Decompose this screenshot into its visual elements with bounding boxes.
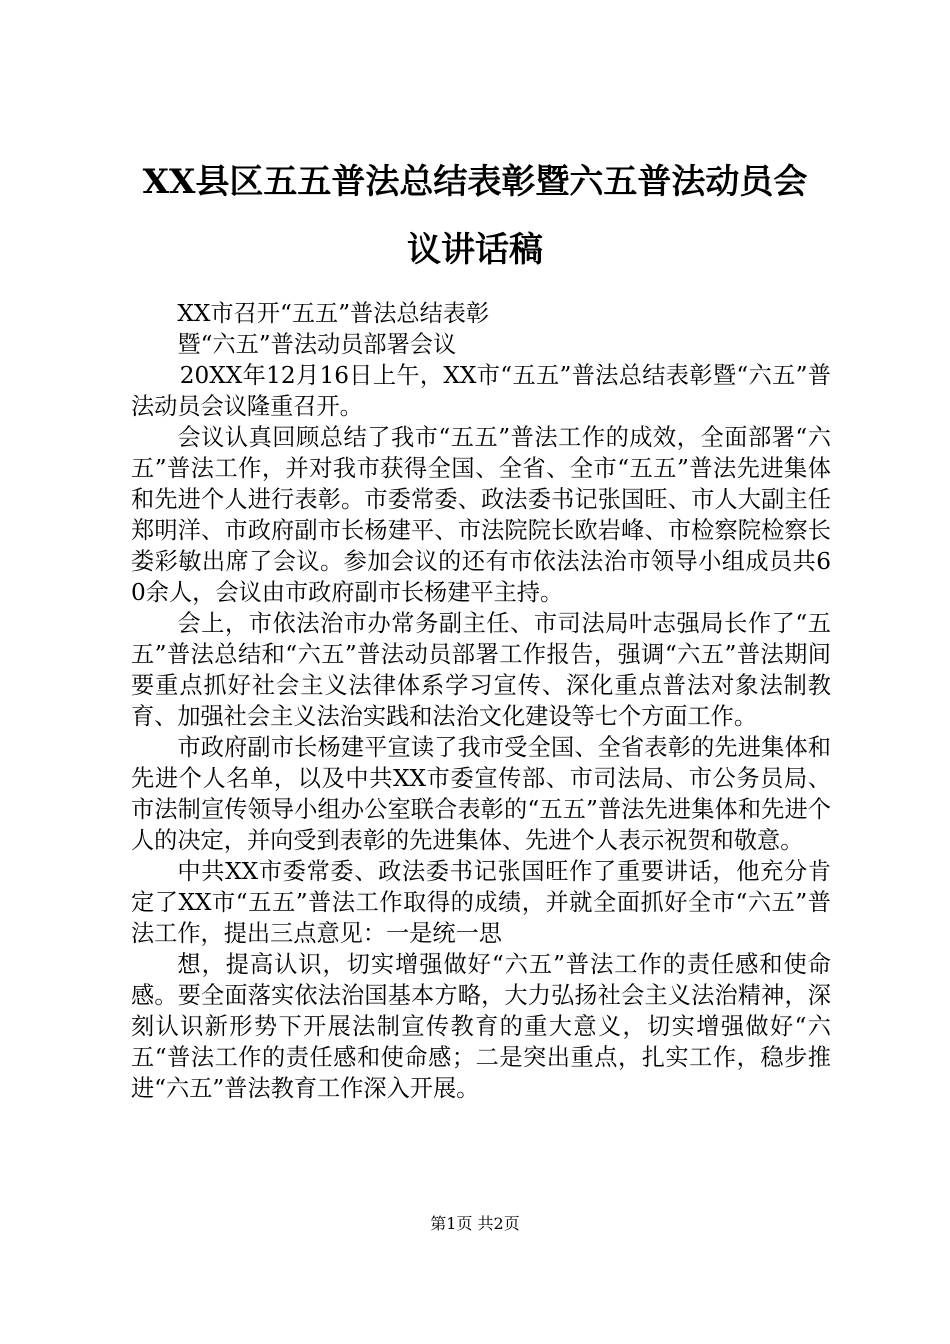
paragraph-speech: 中共XX市委常委、政法委书记张国旺作了重要讲话，他充分肯定了XX市“五五”普法工作取得的成绩，并就全面抓好全市“六五”普法工作，提出三点意见：一是统一思 <box>131 858 831 947</box>
paragraph-subtitle-2: 暨“六五”普法动员部署会议 <box>177 331 457 358</box>
paragraph-meeting-summary: 会议认真回顾总结了我市“五五”普法工作的成效，全面部署“六五”普法工作，并对我市获得全国、全省、全市“五五”普法先进集体和先进个人进行表彰。市委常委、政法委书记张国旺、市人大副主任郑明洋、市政府副市长杨建平、市法院院长欧岩峰、市检察院检察长娄彩敏出席了会议。参加会议的还有市依法法治市领导小组成员共60余人，会议由市政府副市长杨建平主持。 <box>131 424 831 606</box>
paragraph-subtitle-1: XX市召开“五五”普法总结表彰 <box>177 300 490 327</box>
paragraph-report: 会上，市依法治市办常务副主任、市司法局叶志强局长作了“五五”普法总结和“六五”普法动员部署工作报告，强调“六五”普法期间要重点抓好社会主义法律体系学习宣传、深化重点普法对象法制教育、加强社会主义法治实践和法治文化建设等七个方面工作。 <box>131 610 831 730</box>
document-body <box>131 298 831 1104</box>
document-title-line-2: 议讲话稿 <box>407 230 543 270</box>
page-footer: 第1页 共2页 <box>430 1214 520 1233</box>
paragraph-commendation: 市政府副市长杨建平宣读了我市受全国、全省表彰的先进集体和先进个人名单，以及中共XX市委宣传部、市司法局、市公务员局、市法制宣传领导小组办公室联合表彰的“五五”普法先进集体和先进个人的决定，并向受到表彰的先进集体、先进个人表示祝贺和敬意。 <box>131 734 831 854</box>
paragraph-speech-continued: 想，提高认识，切实增强做好“六五”普法工作的责任感和使命感。要全面落实依法治国基本方略，大力弘扬社会主义法治精神，深刻认识新形势下开展法制宣传教育的重大意义，切实增强做好“六五“普法工作的责任感和使命感；二是突出重点，扎实工作，稳步推进“六五”普法教育工作深入开展。 <box>131 951 831 1102</box>
document-title-line-1: XX县区五五普法总结表彰暨六五普法动员会 <box>142 162 808 202</box>
paragraph-intro: 20XX年12月16日上午，XX市“五五”普法总结表彰暨“六五”普法动员会议隆重召开。 <box>131 362 831 420</box>
